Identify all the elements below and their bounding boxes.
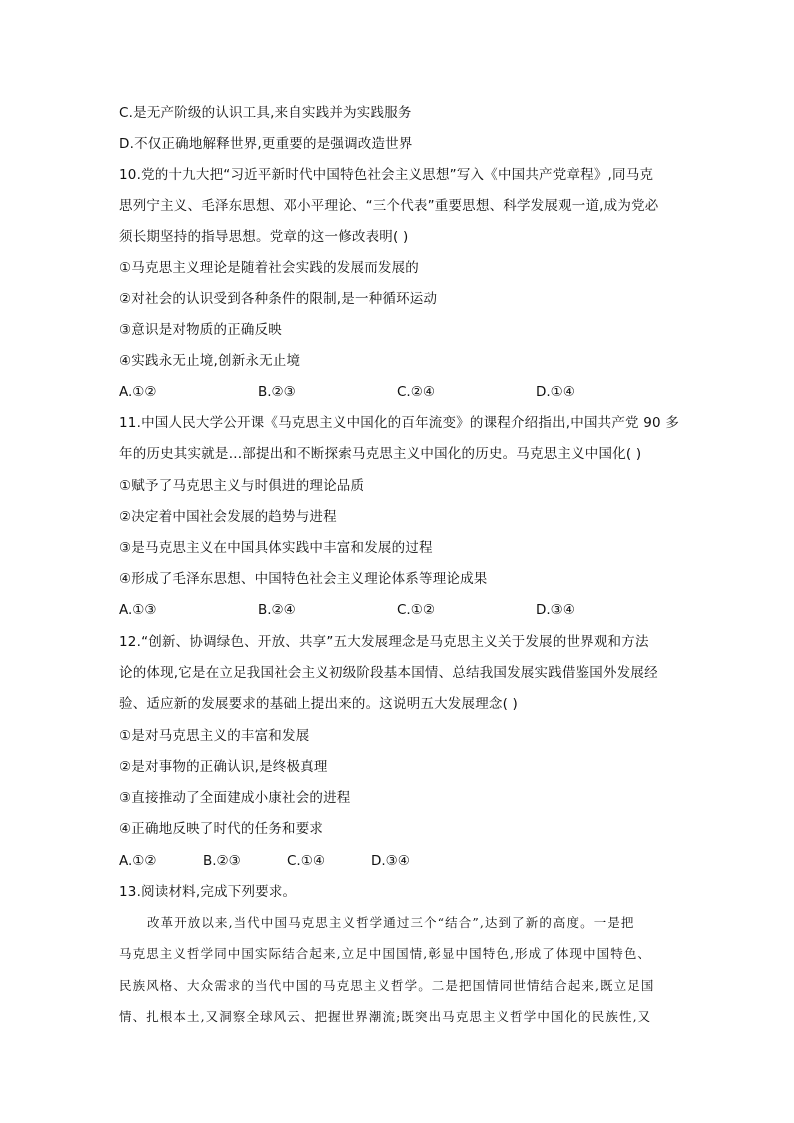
q12-choice-c: C.①④: [287, 853, 325, 869]
q9-option-c: C.是无产阶级的认识工具,来自实践并为实践服务: [119, 105, 412, 121]
q12-item-4: ④正确地反映了时代的任务和要求: [119, 821, 324, 837]
q11-choice-d: D.③④: [536, 602, 575, 618]
q11-choice-b: B.②④: [258, 602, 296, 618]
q12-stem-line-1: 12.“创新、协调绿色、开放、共享”五大发展理念是马克思主义关于发展的世界观和方法: [119, 634, 649, 650]
q11-item-4: ④形成了毛泽东思想、中国特色社会主义理论体系等理论成果: [119, 571, 488, 587]
q11-item-1: ①赋予了马克思主义与时俱进的理论品质: [119, 478, 365, 494]
q11-item-3: ③是马克思主义在中国具体实践中丰富和发展的过程: [119, 540, 433, 556]
q11-choice-a: A.①③: [119, 602, 157, 618]
q13-material-line-1: 改革开放以来,当代中国马克思主义哲学通过三个“结合”,达到了新的高度。一是把: [147, 915, 635, 930]
q10-item-3: ③意识是对物质的正确反映: [119, 322, 283, 338]
q10-choice-a: A.①②: [119, 384, 157, 400]
q12-choice-b: B.②③: [203, 853, 241, 869]
q10-choice-c: C.②④: [397, 384, 435, 400]
q10-item-4: ④实践永无止境,创新永无止境: [119, 353, 301, 369]
q10-item-1: ①马克思主义理论是随着社会实践的发展而发展的: [119, 260, 420, 276]
q10-item-2: ②对社会的认识受到各种条件的限制,是一种循环运动: [119, 291, 438, 307]
q13-stem: 13.阅读材料,完成下列要求。: [119, 884, 297, 900]
q12-item-1: ①是对马克思主义的丰富和发展: [119, 728, 310, 744]
q10-stem-line-3: 须长期坚持的指导思想。党章的这一修改表明( ): [119, 229, 409, 245]
q11-stem-line-2: 年的历史其实就是…部提出和不断探索马克思主义中国化的历史。马克思主义中国化( ): [119, 446, 642, 462]
q12-stem-line-3: 验、适应新的发展要求的基础上提出来的。这说明五大发展理念( ): [119, 696, 519, 712]
q10-stem-line-1: 10.党的十九大把“习近平新时代中国特色社会主义思想”写入《中国共产党章程》,同马克: [119, 167, 654, 183]
q12-item-2: ②是对事物的正确认识,是终极真理: [119, 759, 328, 775]
q13-material-line-3: 民族风格、大众需求的当代中国的马克思主义哲学。二是把国情同世情结合起来,既立足国: [119, 978, 655, 993]
q10-stem-line-2: 思列宁主义、毛泽东思想、邓小平理论、“三个代表”重要思想、科学发展观一道,成为党必: [119, 198, 659, 214]
q12-stem-line-2: 论的体现,它是在立足我国社会主义初级阶段基本国情、总结我国发展实践借鉴国外发展经: [119, 665, 658, 681]
q12-choice-a: A.①②: [119, 853, 157, 869]
q10-choice-b: B.②③: [258, 384, 296, 400]
q12-choice-d: D.③④: [371, 853, 410, 869]
q11-stem-line-1: 11.中国人民大学公开课《马克思主义中国化的百年流变》的课程介绍指出,中国共产党 90 多: [119, 415, 680, 431]
q9-option-d: D.不仅正确地解释世界,更重要的是强调改造世界: [119, 136, 413, 152]
q11-item-2: ②决定着中国社会发展的趋势与进程: [119, 509, 337, 525]
q12-item-3: ③直接推动了全面建成小康社会的进程: [119, 790, 351, 806]
q13-material-line-4: 情、扎根本土,又洞察全球风云、把握世界潮流;既突出马克思主义哲学中国化的民族性,又: [119, 1009, 652, 1024]
q11-choice-c: C.①②: [397, 602, 435, 618]
q13-material-line-2: 马克思主义哲学同中国实际结合起来,立足中国国情,彰显中国特色,形成了体现中国特色、: [119, 946, 652, 961]
q10-choice-d: D.①④: [536, 384, 575, 400]
